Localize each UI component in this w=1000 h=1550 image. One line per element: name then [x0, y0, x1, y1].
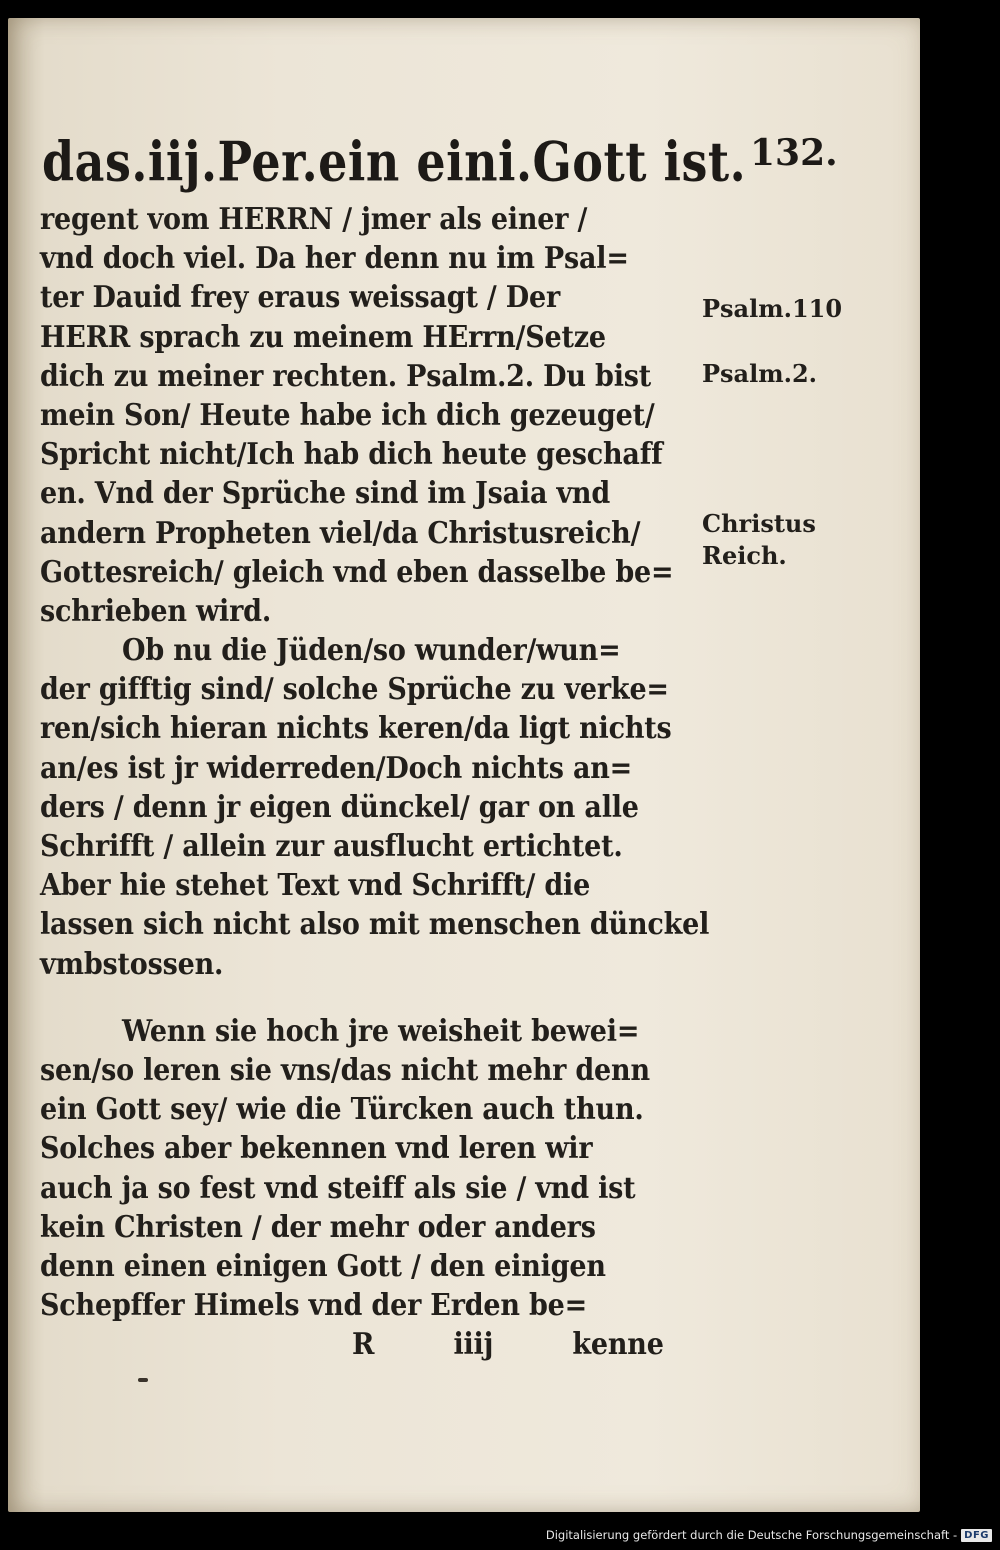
folio-number: 132.: [750, 132, 838, 174]
text-line: ter Dauid frey eraus weissagt / Der: [40, 280, 560, 315]
text-line: der gifftig sind/ solche Sprüche zu verke=: [40, 672, 669, 707]
book-page: [8, 18, 920, 1512]
margin-note-christus-reich: [702, 508, 852, 572]
text-line: Schepffer Himels vnd der Erden be=: [40, 1288, 588, 1323]
text-line: Aber hie stehet Text vnd Schrifft/ die: [40, 868, 591, 903]
text-line: en. Vnd der Sprüche sind im Jsaia vnd: [40, 476, 611, 511]
text-line: Solches aber bekennen vnd leren wir: [40, 1131, 593, 1166]
text-line: ren/sich hieran nichts keren/da ligt nichts: [40, 711, 672, 746]
text-line: sen/so leren sie vns/das nicht mehr denn: [40, 1053, 650, 1088]
dfg-logo-icon: DFG: [961, 1529, 992, 1542]
footer-text: Digitalisierung gefördert durch die Deutsche Forschungsgemeinschaft -: [545, 1528, 958, 1542]
main-text: [40, 200, 710, 1364]
margin-note-psalm-110: Psalm.110: [702, 294, 843, 323]
text-line: HERR sprach zu meinem HErrn/Setze: [40, 320, 606, 355]
text-line: Ob nu die Jüden/so wunder/wun=: [122, 633, 621, 668]
text-line: denn einen einigen Gott / den einigen: [40, 1249, 606, 1284]
running-title: das.iij.Per.ein eini.Gott ist.: [42, 130, 747, 194]
text-line: ein Gott sey/ wie die Türcken auch thun.: [40, 1092, 644, 1127]
ink-speck: [138, 1378, 148, 1382]
text-line: Spricht nicht/Ich hab dich heute geschaff: [40, 437, 663, 472]
text-line: dich zu meiner rechten. Psalm.2. Du bist: [40, 359, 652, 394]
text-line: auch ja so fest vnd steiff als sie / vnd ist: [40, 1170, 636, 1206]
text-line: vmbstossen.: [40, 947, 224, 982]
text-line: ders / denn jr eigen dünckel/ gar on alle: [40, 790, 639, 825]
text-line: lassen sich nicht also mit menschen dünckel: [40, 907, 710, 942]
page-header: [42, 130, 842, 200]
margin-note-psalm-2: Psalm.2.: [702, 359, 818, 388]
signature-catchword-line: R iiij kenne: [352, 1327, 664, 1362]
text-line: andern Propheten viel/da Christusreich/: [40, 515, 641, 551]
margin-note-line: Reich.: [702, 541, 787, 570]
text-line: vnd doch viel. Da her denn nu im Psal=: [40, 241, 629, 276]
text-line: Schrifft / allein zur ausflucht ertichtet.: [40, 829, 623, 864]
text-line: kein Christen / der mehr oder anders: [40, 1210, 596, 1245]
text-line: an/es ist jr widerreden/Doch nichts an=: [40, 751, 633, 786]
margin-note-line: Christus: [702, 509, 816, 538]
text-line: Gottesreich/ gleich vnd eben dasselbe be=: [40, 555, 674, 590]
funding-footer: [546, 1524, 992, 1546]
text-line: mein Son/ Heute habe ich dich gezeuget/: [40, 398, 655, 433]
text-line: regent vom HERRN / jmer als einer /: [40, 202, 588, 237]
text-line: Wenn sie hoch jre weisheit bewei=: [122, 1014, 640, 1049]
text-line: schrieben wird.: [40, 594, 272, 629]
